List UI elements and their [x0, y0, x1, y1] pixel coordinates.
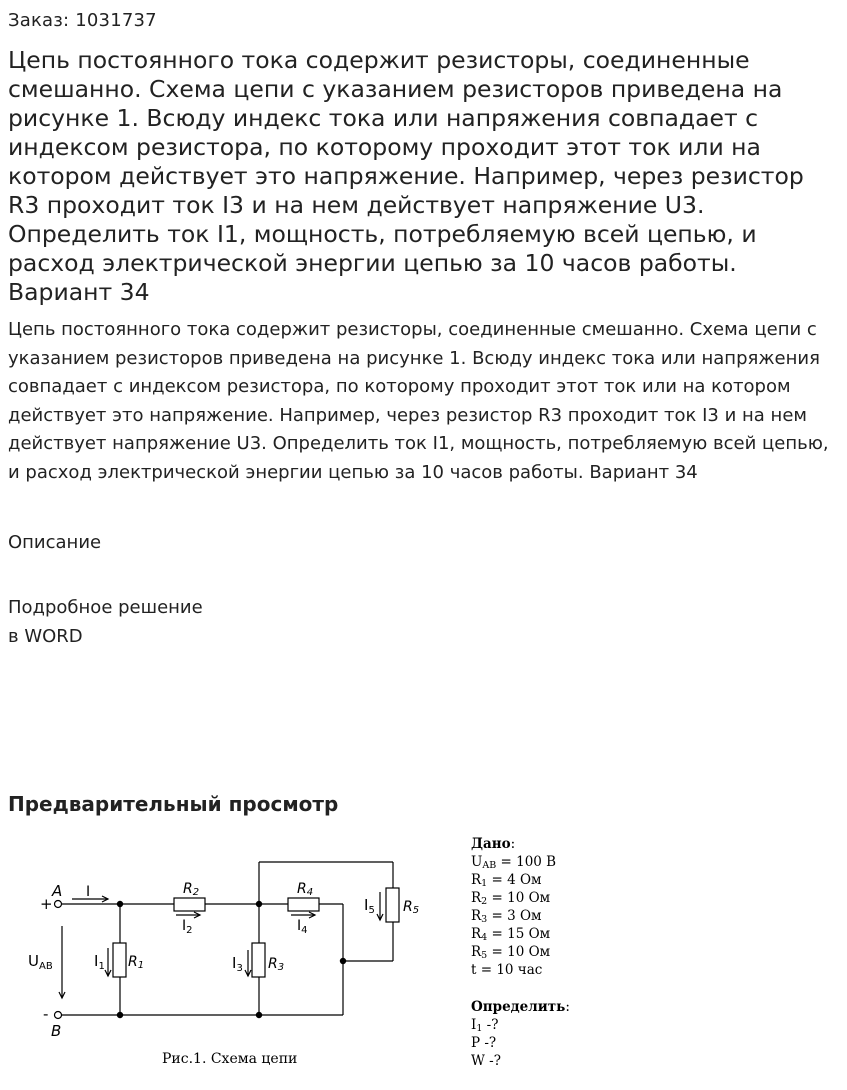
terminal-b: [55, 1012, 62, 1019]
label-i1: $I_1$: [94, 952, 105, 972]
given-item: R1 = 4 Ом: [471, 872, 542, 889]
node-dot: [256, 1012, 261, 1017]
resistor-r1: [113, 943, 126, 977]
resistor-r3: [252, 943, 265, 977]
resistor-r5: [386, 888, 399, 922]
figure-caption: Рис.1. Схема цепи: [162, 1051, 298, 1067]
solution-line-1: Подробное решение: [8, 597, 203, 618]
node-dot: [256, 901, 261, 906]
given-item: R3 = 3 Ом: [471, 908, 542, 925]
find-item: W -?: [471, 1053, 501, 1069]
label-r4: R4: [297, 881, 314, 898]
node-dot: [340, 958, 345, 963]
node-dot: [117, 1012, 122, 1017]
given-item: R2 = 10 Ом: [471, 890, 551, 907]
order-line: [8, 10, 157, 31]
order-number: 1031737: [75, 10, 157, 31]
solution-line-2: в WORD: [8, 625, 83, 647]
given-heading: Дано:: [471, 836, 516, 852]
given-item: R4 = 15 Ом: [471, 926, 551, 943]
label-i2: $I_2$: [182, 918, 193, 936]
label-i4: $I_4$: [297, 918, 308, 936]
given-block: [471, 836, 570, 1069]
find-item: P -?: [471, 1035, 497, 1051]
label-i3: $I_3$: [232, 954, 243, 974]
label-r1: R1: [128, 954, 145, 971]
resistor-r4: [288, 898, 319, 911]
label-r2: R2: [183, 881, 200, 898]
order-label: Заказ:: [8, 10, 70, 31]
label-r5: R5: [403, 899, 420, 916]
given-item: R5 = 10 Ом: [471, 944, 551, 961]
find-heading: Определить:: [471, 999, 570, 1015]
solution-block: [8, 594, 203, 651]
find-item: I1 -?: [471, 1017, 499, 1034]
given-item: UAB = 100 В: [471, 854, 557, 871]
preview-title: Предварительный просмотр: [8, 792, 339, 816]
description-label: Описание: [8, 532, 102, 553]
circuit-diagram: [55, 862, 400, 1019]
task-body: Цепь постоянного тока содержит резисторы, соединенные смешанно. Схема цепи с указанием резисторов приведена на рисунке 1. Всюду индекс тока или напряжения совпадает с индексом резистора, по которому проходит этот ток или на котором действует это напряжение. Например, через резистор R3 проходит ток I3 и на нем действует напряжение U3. Определить ток I1, мощность, потребляемую всей цепью, и расход электрической энергии цепью за 10 часов работы. Вариант 34: [8, 319, 829, 483]
label-plus: +: [40, 895, 53, 913]
label-current-i: I: [86, 884, 91, 900]
label-voltage: $U_{AB}$: [28, 952, 53, 972]
label-r3: R3: [268, 956, 285, 973]
task-title: Цепь постоянного тока содержит резисторы, соединенные смешанно. Схема цепи с указанием резисторов приведена на рисунке 1. Всюду индекс тока или напряжения совпадает с индексом резистора, по которому проходит этот ток или на котором действует это напряжение. Например, через резистор R3 проходит ток I3 и на нем действует напряжение U3. Определить ток I1, мощность, потребляемую всей цепью, и расход электрической энергии цепью за 10 часов работы. Вариант 34: [8, 46, 804, 306]
preview-image: [0, 830, 847, 1080]
node-dot: [117, 901, 122, 906]
label-minus: -: [43, 1005, 49, 1023]
terminal-a: [55, 901, 62, 908]
given-item: t = 10 час: [471, 962, 543, 978]
label-node-a: A: [52, 882, 63, 900]
label-node-b: B: [51, 1022, 62, 1040]
label-i5: $I_5$: [364, 896, 375, 916]
resistor-r2: [174, 898, 205, 911]
